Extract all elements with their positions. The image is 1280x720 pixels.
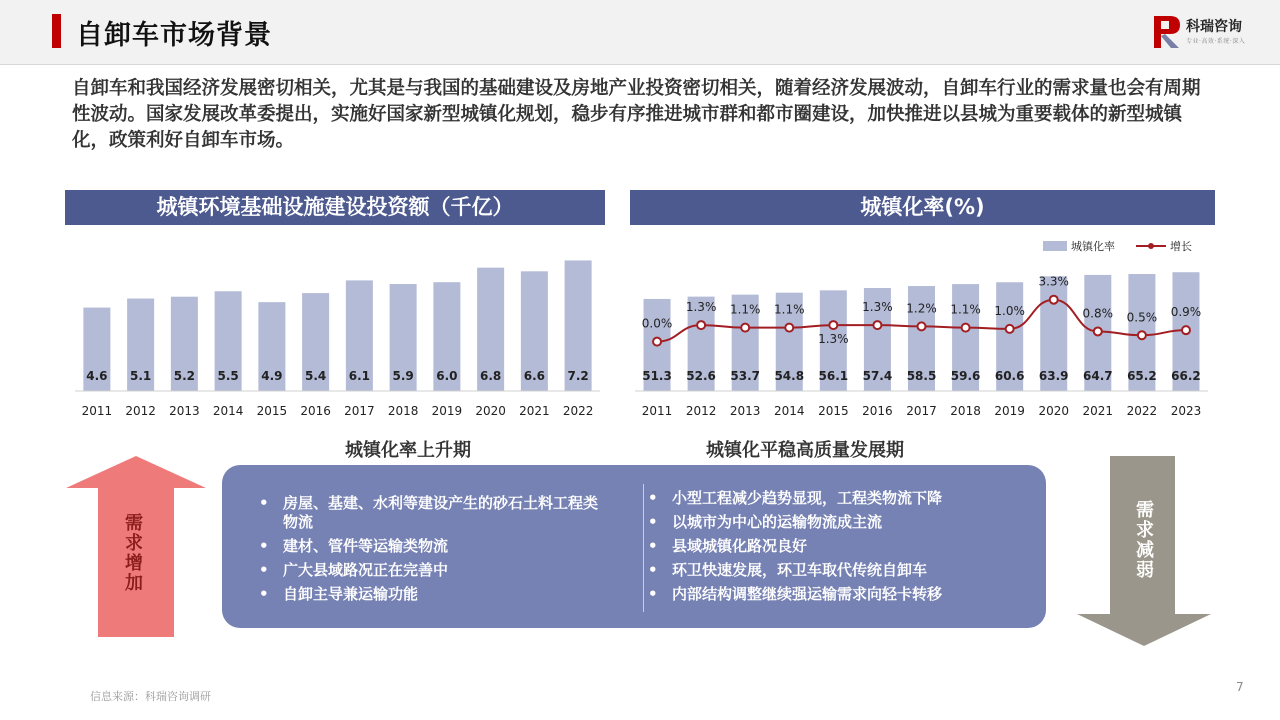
- bar-value-label: 4.9: [261, 369, 283, 383]
- page-title: 自卸车市场背景: [76, 20, 272, 51]
- bar-value-label: 5.9: [392, 369, 414, 383]
- legend-bar-swatch: [1043, 241, 1067, 251]
- bar-value-label: 53.7: [730, 369, 760, 383]
- bar-value-label: 5.1: [129, 369, 152, 383]
- growth-point: [1050, 296, 1058, 304]
- growth-label: 1.1%: [950, 302, 981, 317]
- legend-bar-label: 城镇化率: [1071, 240, 1115, 253]
- growth-label: 1.2%: [906, 301, 937, 316]
- x-tick-label: 2022: [1126, 404, 1158, 418]
- right-bullet-list: [642, 489, 1042, 609]
- x-tick-label: 2016: [300, 404, 331, 418]
- x-tick-label: 2019: [431, 404, 463, 418]
- x-tick-label: 2023: [1170, 404, 1202, 418]
- bar-value-label: 6.6: [523, 369, 546, 383]
- list-item: • 自卸主导兼运输功能: [259, 585, 419, 603]
- bar-value-label: 57.4: [862, 369, 893, 383]
- bar-value-label: 5.2: [173, 369, 196, 383]
- list-item: • 小型工程减少趋势显现，工程类物流下降: [648, 489, 943, 507]
- growth-label: 1.0%: [994, 303, 1025, 318]
- growth-label: 0.5%: [1126, 310, 1158, 325]
- list-item: • 建材、管件等运输类物流: [259, 537, 449, 555]
- bar-value-label: 6.1: [348, 369, 371, 383]
- list-item: • 环卫快速发展，环卫车取代传统自卸车: [648, 561, 928, 579]
- bar-value-label: 7.2: [567, 369, 589, 383]
- legend-line-label: 增长: [1170, 240, 1192, 253]
- growth-label: 0.0%: [641, 316, 673, 331]
- bar-value-label: 52.6: [686, 369, 716, 383]
- x-tick-label: 2013: [169, 404, 200, 418]
- bar-value-label: 5.5: [217, 369, 239, 383]
- x-tick-label: 2014: [212, 404, 244, 418]
- x-tick-label: 2011: [641, 404, 673, 418]
- growth-point: [829, 321, 837, 329]
- bar-value-label: 56.1: [818, 369, 849, 383]
- x-tick-label: 2020: [475, 404, 506, 418]
- left-bullet-list: [253, 494, 603, 609]
- logo-name: 科瑞咨询: [1186, 19, 1242, 35]
- demand-up-label: 需求增加: [122, 513, 143, 593]
- growth-label: 0.8%: [1082, 306, 1114, 321]
- growth-label: 1.3%: [818, 332, 849, 347]
- bar-value-label: 6.0: [436, 369, 458, 383]
- x-tick-label: 2016: [862, 404, 893, 418]
- x-tick-label: 2011: [81, 404, 113, 418]
- x-tick-label: 2013: [729, 404, 761, 418]
- demand-down-label: 需求减弱: [1133, 500, 1154, 580]
- list-item: • 以城市为中心的运输物流成主流: [648, 513, 883, 531]
- bar-value-label: 4.6: [86, 369, 108, 383]
- growth-point: [1094, 327, 1102, 335]
- x-tick-label: 2021: [519, 404, 550, 418]
- growth-label: 1.1%: [774, 302, 805, 317]
- logo-subtitle: 专业·高效·系统·深入: [1186, 38, 1246, 45]
- bar-value-label: 51.3: [642, 369, 672, 383]
- legend-line-marker: [1148, 243, 1154, 249]
- x-tick-label: 2014: [773, 404, 805, 418]
- bar-value-label: 64.7: [1083, 369, 1113, 383]
- bar-value-label: 60.6: [994, 369, 1025, 383]
- bar-value-label: 63.9: [1038, 369, 1069, 383]
- growth-point: [785, 324, 793, 332]
- phase-left-title: 城镇化率上升期: [345, 440, 471, 461]
- bar-value-label: 66.2: [1171, 369, 1201, 383]
- growth-point: [1138, 331, 1146, 339]
- x-tick-label: 2012: [685, 404, 717, 418]
- bar-value-label: 58.5: [906, 369, 937, 383]
- growth-label: 3.3%: [1038, 274, 1069, 289]
- list-item: • 房屋、基建、水利等建设产生的砂石土料工程类物流: [259, 494, 599, 531]
- growth-point: [873, 321, 881, 329]
- growth-point: [962, 324, 970, 332]
- bar-value-label: 5.4: [304, 369, 327, 383]
- x-tick-label: 2019: [994, 404, 1025, 418]
- growth-label: 0.9%: [1170, 305, 1202, 320]
- intro-paragraph: 自卸车和我国经济发展密切相关，尤其是与我国的基础建设及房地产业投资密切相关，随着经济发展波动，自卸车行业的需求量也会有周期性波动。国家发展改革委提出，实施好国家新型城镇化规划，稳步有序推进城市群和都市圈建设，加快推进以县城为重要载体的新型城镇化，政策利好自卸车市场。: [72, 78, 1201, 151]
- x-tick-label: 2018: [387, 404, 419, 418]
- phase-right-title: 城镇化平稳高质量发展期: [706, 440, 904, 461]
- x-tick-label: 2020: [1038, 404, 1070, 418]
- growth-label: 1.3%: [685, 300, 717, 315]
- growth-label: 1.3%: [862, 300, 893, 315]
- list-item: • 县域城镇化路况良好: [648, 537, 808, 555]
- x-tick-label: 2021: [1082, 404, 1114, 418]
- growth-point: [1182, 326, 1190, 334]
- growth-point: [1006, 325, 1014, 333]
- urbanization-chart: [635, 239, 1208, 418]
- page-number: 7: [1236, 680, 1244, 694]
- chart1-title-banner: 城镇环境基础设施建设投资额（千亿）: [65, 190, 605, 225]
- chart2-title-banner: 城镇化率(%): [630, 190, 1215, 225]
- bar-value-label: 6.8: [479, 369, 502, 383]
- list-item: • 内部结构调整继续强运输需求向轻卡转移: [648, 585, 943, 603]
- x-tick-label: 2018: [950, 404, 981, 418]
- x-tick-label: 2012: [125, 404, 156, 418]
- investment-bar-chart: [75, 260, 600, 418]
- x-tick-label: 2017: [344, 404, 375, 418]
- growth-point: [653, 338, 661, 346]
- growth-point: [918, 322, 926, 330]
- source-note: 信息来源：科瑞咨询调研: [90, 690, 211, 703]
- x-tick-label: 2015: [256, 404, 288, 418]
- growth-point: [741, 324, 749, 332]
- bar-value-label: 59.6: [950, 369, 981, 383]
- growth-label: 1.1%: [729, 302, 761, 317]
- x-tick-label: 2015: [818, 404, 849, 418]
- bar-value-label: 54.8: [774, 369, 805, 383]
- x-tick-label: 2017: [906, 404, 937, 418]
- bar-value-label: 65.2: [1127, 369, 1157, 383]
- x-tick-label: 2022: [562, 404, 594, 418]
- growth-point: [697, 321, 705, 329]
- list-item: • 广大县域路况正在完善中: [259, 561, 449, 579]
